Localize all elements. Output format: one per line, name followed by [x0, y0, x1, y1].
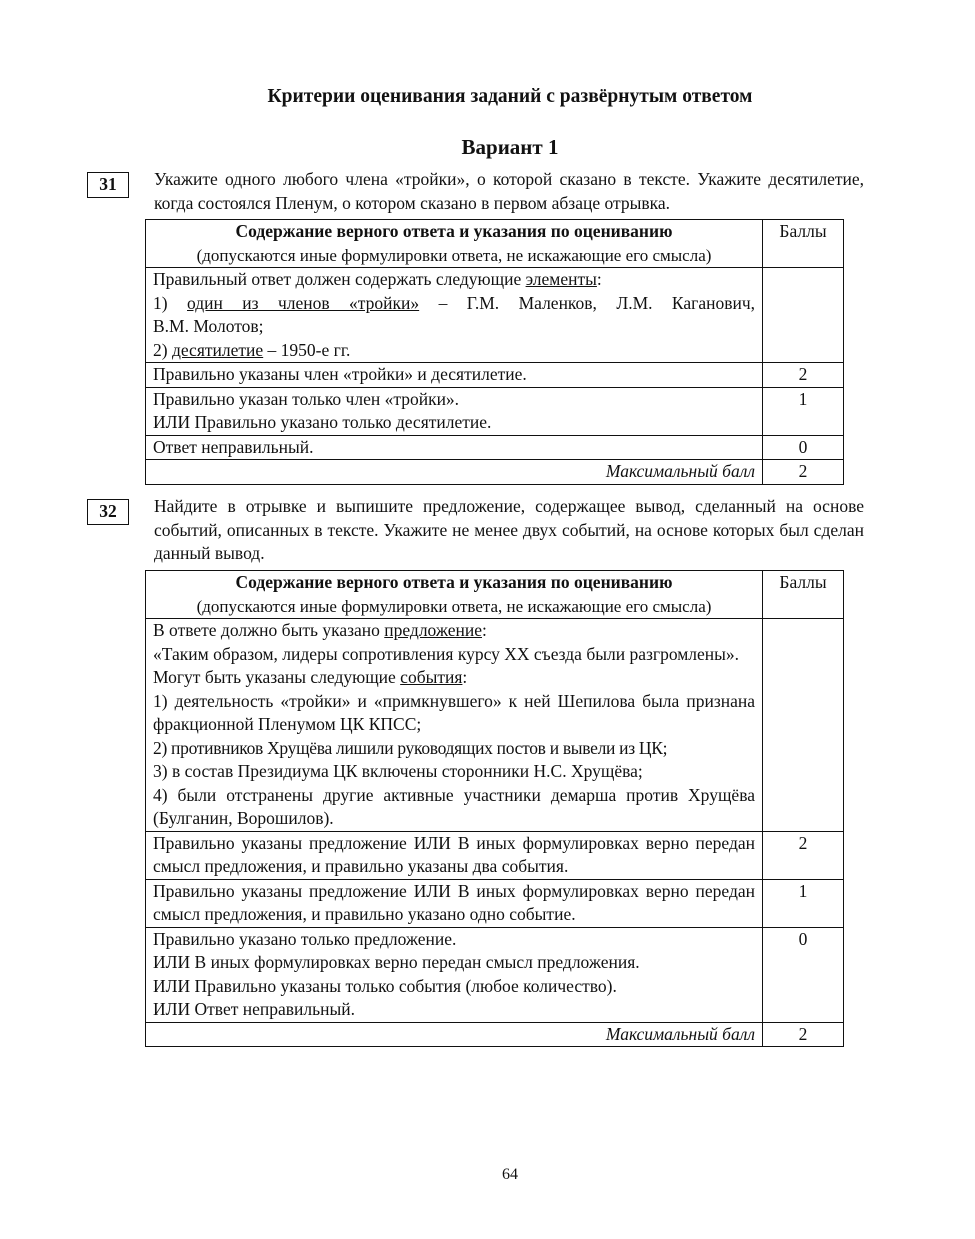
table-header-row: [146, 571, 844, 619]
table-header-row: [146, 220, 844, 268]
events-intro: [153, 666, 755, 690]
page-title: Критерии оценивания заданий с развёрнутым ответом: [267, 86, 753, 107]
answer-intro-colon: :: [596, 269, 602, 289]
answer-quote: «Таким образом, лидеры сопротивления курсу XX съезда были разгромлены».: [153, 643, 740, 664]
answer-intro: [153, 619, 755, 643]
answer-intro-underlined: предложение: [384, 620, 482, 640]
answer-content: [146, 268, 763, 363]
task-31-number: 31: [87, 172, 129, 198]
answer-item-2: [153, 339, 755, 363]
criterion-text: Правильно указаны предложение ИЛИ В иных формулировках верно передан смысл предложения, и правильно указаны два события.: [146, 831, 763, 879]
criterion-line: ИЛИ Правильно указано только десятилетие.: [153, 412, 492, 432]
task-32-criteria-table: [145, 570, 844, 1047]
criterion-points: 1: [763, 387, 844, 435]
answer-points-empty: [763, 619, 844, 832]
criterion-points: 0: [763, 435, 844, 460]
criterion-text: [146, 387, 763, 435]
points-header: Баллы: [763, 571, 844, 619]
answer-item-2-text: – 1950-е гг.: [263, 339, 351, 360]
task-31-criteria-table: [145, 219, 844, 485]
table-row: [146, 363, 844, 388]
criterion-points: 1: [763, 879, 844, 927]
answer-row: [146, 268, 844, 363]
answer-item-1-continued: В.М. Молотов;: [153, 316, 264, 336]
max-score-label: Максимальный балл: [146, 1022, 763, 1047]
criterion-text: [146, 927, 763, 1022]
table-row: [146, 927, 844, 1022]
points-header: Баллы: [763, 220, 844, 268]
criterion-text: Правильно указаны член «тройки» и десятилетие.: [146, 363, 763, 388]
criterion-line: ИЛИ Ответ неправильный.: [153, 999, 355, 1019]
answer-item-2-label: десятилетие: [171, 339, 264, 360]
max-score-value: 2: [763, 460, 844, 485]
answer-item-1-label: один из членов «тройки»: [187, 292, 420, 313]
criterion-points: 0: [763, 927, 844, 1022]
content-header-title: Содержание верного ответа и указания по оцениванию: [235, 221, 673, 241]
answer-item-2-number: 2): [153, 339, 172, 360]
criterion-points: 2: [763, 363, 844, 388]
criterion-text: Ответ неправильный.: [146, 435, 763, 460]
answer-row: [146, 619, 844, 832]
answer-item-1-text: – Г.М. Маленков, Л.М. Каганович,: [419, 292, 756, 313]
max-score-label: Максимальный балл: [146, 460, 763, 485]
criterion-line: ИЛИ Правильно указаны только события (любое количество).: [153, 975, 617, 996]
event-item: 4) были отстранены другие активные участники демарша против Хрущёва (Булганин, Ворошилов).: [153, 784, 755, 828]
content-header: [146, 571, 763, 619]
answer-intro-colon: :: [482, 620, 487, 640]
max-score-row: [146, 460, 844, 485]
event-item: 1) деятельность «тройки» и «примкнувшего» к ней Шепилова была признана фракционной Пленумом ЦК КПСС;: [153, 690, 755, 734]
criterion-points: 2: [763, 831, 844, 879]
table-row: [146, 387, 844, 435]
table-row: [146, 831, 844, 879]
criterion-line: ИЛИ В иных формулировках верно передан смысл предложения.: [153, 952, 640, 972]
content-header-note: (допускаются иные формулировки ответа, не искажающие его смысла): [196, 596, 712, 616]
answer-intro: [153, 268, 755, 292]
answer-item-1: [153, 292, 755, 316]
event-item: 3) в состав Президиума ЦК включены сторонники Н.С. Хрущёва;: [153, 761, 643, 781]
variant-title: Вариант 1: [461, 135, 559, 159]
criterion-line: Правильно указан только член «тройки».: [153, 388, 460, 409]
criterion-line: Правильно указано только предложение.: [153, 928, 457, 949]
page-number: 64: [502, 1166, 518, 1183]
max-score-row: [146, 1022, 844, 1047]
answer-intro-underlined: элементы: [525, 269, 597, 289]
events-intro-underlined: события: [400, 667, 463, 687]
answer-item-1-number: 1): [153, 292, 187, 313]
table-row: [146, 435, 844, 460]
content-header-note: (допускаются иные формулировки ответа, не искажающие его смысла): [196, 245, 712, 265]
answer-intro-text: Правильный ответ должен содержать следующие: [153, 269, 526, 289]
task-32-text: Найдите в отрывке и выпишите предложение, содержащее вывод, сделанный на основе событий, описанных в тексте. Укажите не менее двух событий, на основе которых был сделан данный вывод.: [154, 496, 864, 563]
answer-content: [146, 619, 763, 832]
event-item: 2) противников Хрущёва лишили руководящих постов и вывели из ЦК;: [153, 737, 668, 758]
events-intro-colon: :: [462, 667, 468, 687]
max-score-value: 2: [763, 1022, 844, 1047]
content-header: [146, 220, 763, 268]
events-intro-text: Могут быть указаны следующие: [153, 667, 401, 687]
criterion-text: Правильно указаны предложение ИЛИ В иных формулировках верно передан смысл предложения, и правильно указано одно событие.: [146, 879, 763, 927]
task-32-number: 32: [87, 499, 129, 525]
answer-points-empty: [763, 268, 844, 363]
answer-intro-text: В ответе должно быть указано: [153, 620, 385, 640]
task-31-text: Укажите одного любого члена «тройки», о которой сказано в тексте. Укажите десятилетие, когда состоялся Пленум, о котором сказано в первом абзаце отрывка.: [154, 169, 864, 213]
table-row: [146, 879, 844, 927]
content-header-title: Содержание верного ответа и указания по оцениванию: [235, 572, 673, 592]
